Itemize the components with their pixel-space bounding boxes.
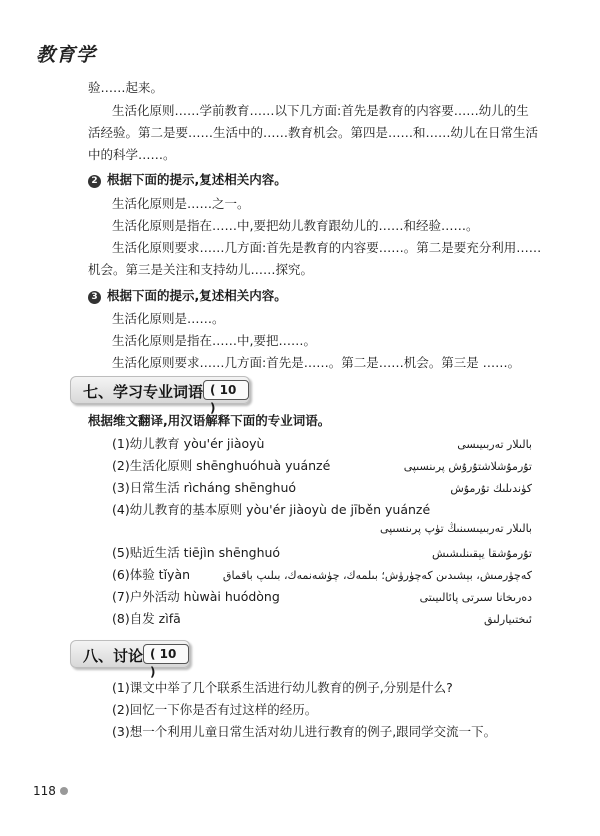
term-1-cn: (1)幼儿教育 yòu'ér jiàoyù: [112, 436, 265, 451]
page-dot-icon: [60, 787, 68, 795]
task3-number-badge: 3: [88, 291, 101, 304]
header-logo: 教育学: [36, 44, 97, 66]
section8-title: 八、讨论: [83, 647, 144, 665]
term-1-uy: بالىلار تەربىيىسى: [457, 438, 532, 451]
section8-header: [70, 640, 190, 679]
section8-score: ( 10 ): [143, 644, 189, 664]
term-8-cn: (8)自发 zìfā: [112, 611, 181, 626]
term-6-uy: كەچۈرمىش، بېشىدىن كەچۈرۈش؛ بىلمەك، چۈشەنمەك، بىلىپ باقماق: [222, 569, 532, 582]
term-2-cn: (2)生活化原则 shēnghuóhuà yuánzé: [112, 458, 331, 473]
term-7-uy: دەرىخانا سىرتى پائالىيىتى: [419, 591, 532, 604]
page-number-text: 118: [33, 784, 56, 798]
task2-instruction: 根据下面的提示,复述相关内容。: [107, 172, 287, 187]
task3-line-2: 生活化原则是指在……中,要把……。: [112, 333, 316, 348]
term-3-uy: كۈندىلىك تۇرمۇش: [450, 482, 532, 495]
task2-line-1: 生活化原则是……之一。: [112, 196, 250, 211]
top-line-3: 活经验。第二是要……生活中的……教育机会。第四是……和……幼儿在日常生活: [88, 125, 539, 140]
question-3: (3)想一个利用儿童日常生活对幼儿进行教育的例子,跟同学交流一下。: [112, 724, 497, 739]
question-1: (1)课文中举了几个联系生活进行幼儿教育的例子,分别是什么?: [112, 680, 453, 695]
top-line-2: 生活化原则……学前教育……以下几方面:首先是教育的内容要……幼儿的生: [112, 103, 529, 118]
term-4-cn: (4)幼儿教育的基本原则 yòu'ér jiàoyù de jīběn yuánzé: [112, 502, 431, 517]
section7-title: 七、学习专业词语: [83, 383, 204, 401]
term-5-uy: تۇرمۇشقا يېقىنلىشىش: [432, 547, 532, 560]
top-line-1: 验……起来。: [88, 80, 164, 95]
section7-header: [70, 376, 250, 415]
task2-line-3: 生活化原则要求……几方面:首先是教育的内容要……。第二是要充分利用……: [112, 240, 542, 255]
section7-score: ( 10 ): [203, 380, 249, 400]
task2-line-2: 生活化原则是指在……中,要把幼儿教育跟幼儿的……和经验……。: [112, 218, 479, 233]
task3-line-1: 生活化原则是……。: [112, 311, 225, 326]
task3-line-3: 生活化原则要求……几方面:首先是……。第二是……机会。第三是 ……。: [112, 355, 521, 370]
top-line-4: 中的科学……。: [88, 147, 176, 162]
page-number: [33, 784, 68, 798]
task2-number-badge: 2: [88, 175, 101, 188]
term-4-uy: بالىلار تەربىيىسىنىڭ تۈپ پرىنسىپى: [379, 522, 532, 535]
task3-instruction-row: [88, 288, 287, 304]
term-2-uy: تۇرمۇشلاشتۇرۇش پرىنسىپى: [403, 460, 532, 473]
task2-line-4: 机会。第三是关注和支持幼儿……探究。: [88, 262, 314, 277]
term-5-cn: (5)贴近生活 tiējìn shēnghuó: [112, 545, 281, 560]
term-8-uy: ئىختىيارلىق: [484, 613, 532, 626]
term-7-cn: (7)户外活动 hùwài huódòng: [112, 589, 280, 604]
term-6-cn: (6)体验 tǐyàn: [112, 567, 191, 582]
task2-instruction-row: [88, 172, 287, 188]
section7-instruction: 根据维文翻译,用汉语解释下面的专业词语。: [88, 413, 331, 428]
term-3-cn: (3)日常生活 rìcháng shēnghuó: [112, 480, 297, 495]
task3-instruction: 根据下面的提示,复述相关内容。: [107, 288, 287, 303]
question-2: (2)回忆一下你是否有过这样的经历。: [112, 702, 318, 717]
